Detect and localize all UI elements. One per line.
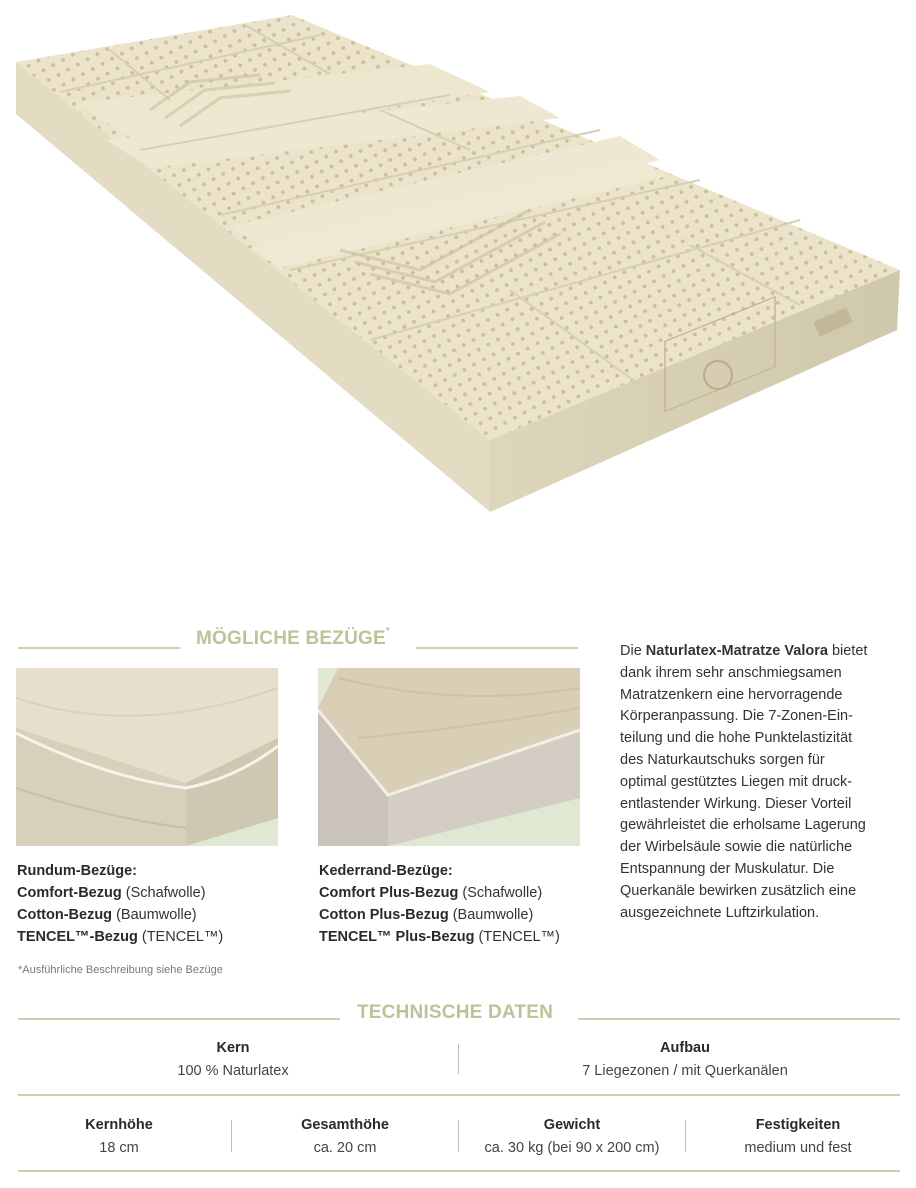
cover-name: TENCEL™ Plus-Bezug [319, 929, 475, 945]
desc-line: ausgezeichnete Luftzirkulation. [620, 904, 820, 921]
mattress-image [0, 0, 916, 590]
spec-value: ca. 20 cm [313, 1140, 377, 1156]
spec-label: Aufbau [660, 1040, 710, 1056]
cover-name: TENCEL™-Bezug [17, 929, 138, 945]
kederrand-cover-list [319, 860, 560, 948]
desc-line: dank ihrem sehr anschmiegsamen [620, 664, 842, 681]
list-item [17, 882, 223, 904]
desc-prefix: Die [620, 643, 646, 659]
spec-value: medium und fest [744, 1140, 852, 1156]
cover-material: (Baumwolle) [452, 907, 534, 923]
tech-section-title: TECHNISCHE DATEN [357, 1002, 554, 1023]
spec-kernhoehe [18, 1115, 220, 1159]
kederrand-cover-image [318, 668, 580, 846]
desc-line: Körperanpassung. Die 7-Zonen-Ein- [620, 708, 853, 725]
kederrand-heading: Kederrand-Bezüge: [319, 863, 453, 879]
spec-label: Festigkeiten [755, 1117, 841, 1133]
cover-name: Cotton Plus-Bezug [319, 907, 449, 923]
rundum-cover-list [17, 860, 223, 948]
spec-gesamthoehe [243, 1115, 447, 1159]
cover-material: (Schafwolle) [125, 885, 206, 901]
spec-divider [231, 1120, 232, 1152]
desc-line: optimal gestütztes Liegen mit druck- [620, 773, 853, 790]
cover-name: Cotton-Bezug [17, 907, 113, 923]
spec-label: Gesamthöhe [301, 1117, 389, 1133]
desc-line: der Wirbelsäule sowie die natürliche [620, 839, 853, 856]
spec-value: 100 % Naturlatex [177, 1063, 289, 1079]
spec-divider [685, 1120, 686, 1152]
spec-value: 18 cm [99, 1140, 139, 1156]
list-item [319, 882, 560, 904]
spec-kern [18, 1038, 448, 1082]
product-description [620, 641, 905, 924]
spec-festigkeiten [696, 1115, 900, 1159]
desc-line: Entspannung der Muskulatur. Die [620, 860, 835, 877]
spec-gewicht [462, 1115, 682, 1159]
desc-line: teilung und die hohe Punktelastizität [620, 730, 853, 747]
product-name: Naturlatex-Matratze Valora [645, 643, 828, 659]
list-item [17, 904, 223, 926]
tech-rule-right [578, 1018, 900, 1020]
spec-aufbau [470, 1038, 900, 1082]
desc-line: entlastender Wirkung. Dieser Vorteil [620, 795, 852, 812]
spec-value: 7 Liegezonen / mit Querkanälen [582, 1063, 788, 1079]
cover-material: (Baumwolle) [116, 907, 197, 923]
spec-label: Kern [216, 1040, 250, 1056]
covers-section-title [196, 625, 390, 650]
spec-divider [458, 1044, 459, 1074]
cover-name: Comfort Plus-Bezug [319, 885, 459, 901]
cover-material: (TENCEL™) [478, 929, 560, 945]
cover-name: Comfort-Bezug [17, 885, 122, 901]
desc-line: bietet [827, 643, 868, 659]
spec-label: Kernhöhe [85, 1117, 153, 1133]
spec-divider [458, 1120, 459, 1152]
spec-label: Gewicht [543, 1117, 601, 1133]
list-item [319, 904, 560, 926]
tech-rule-left [18, 1018, 340, 1020]
desc-line: Querkanäle bewirken zusätzlich eine [620, 882, 857, 899]
rundum-heading: Rundum-Bezüge: [17, 863, 138, 879]
list-item [17, 926, 223, 948]
cover-material: (TENCEL™) [141, 929, 224, 945]
section-rule-left [18, 647, 180, 649]
covers-title-mark: * [385, 625, 390, 637]
rundum-cover-image [16, 668, 278, 846]
desc-line: gewährleistet die erholsame Lagerung [620, 817, 866, 834]
covers-title-text: MÖGLICHE BEZÜGE [196, 628, 386, 649]
spec-value: ca. 30 kg (bei 90 x 200 cm) [484, 1140, 660, 1156]
section-rule-right [416, 647, 578, 649]
list-item [319, 926, 560, 948]
desc-line: des Naturkautschuks sorgen für [620, 751, 825, 768]
cover-material: (Schafwolle) [462, 885, 543, 901]
desc-line: Matratzenkern eine hervorragende [620, 686, 843, 703]
tech-bottom-rule [18, 1170, 900, 1172]
covers-footnote: *Ausführliche Beschreibung siehe Bezüge [18, 964, 223, 976]
tech-row-divider [18, 1094, 900, 1096]
